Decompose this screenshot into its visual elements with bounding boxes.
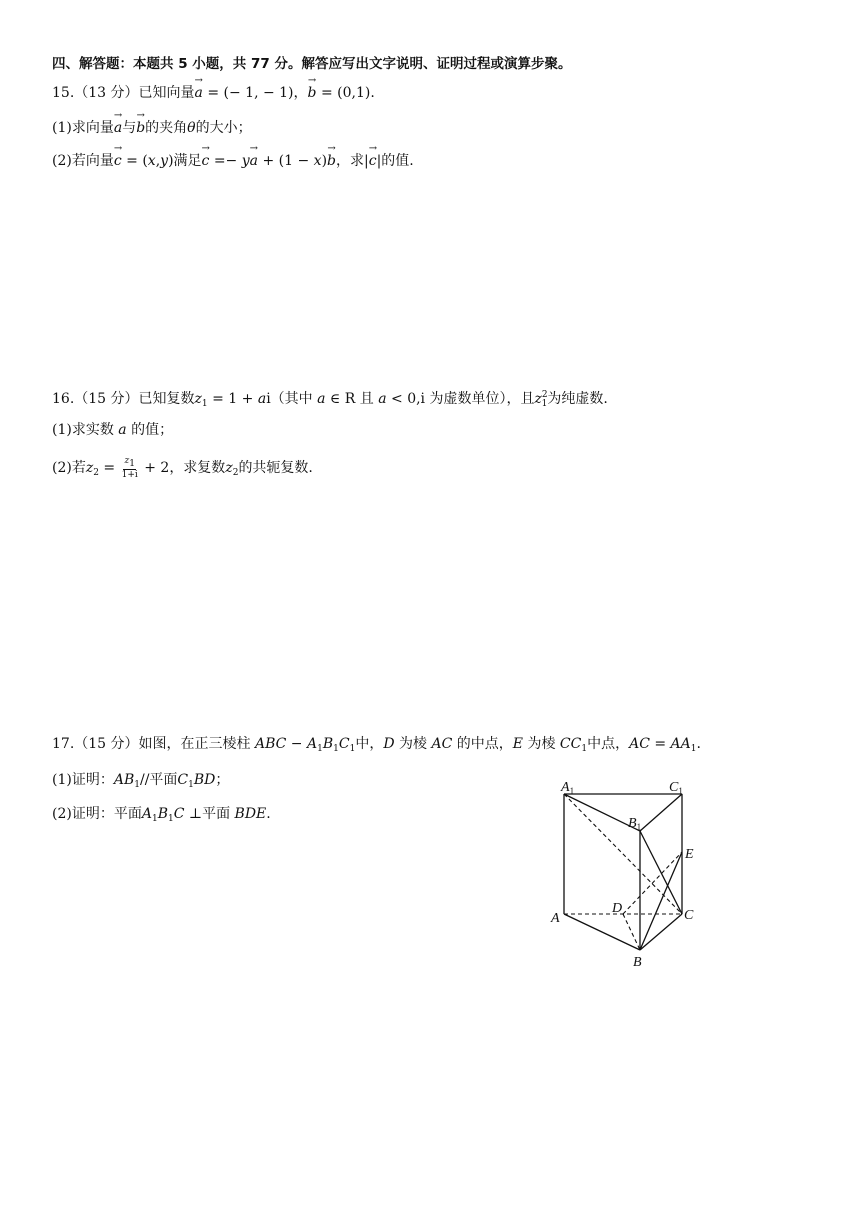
question-number: 17. (52, 736, 75, 752)
question-points: （15 分） (74, 391, 139, 407)
hidden-segment-a1c (564, 794, 682, 914)
question-16-stem: 16.（15 分）已知复数$z_1 = 1 + ai$（其中 a ∈ R 且 a < 0,i 为虚数单位），且$z^2_1$为纯虚数. (52, 390, 608, 409)
question-15-part-2: (2)若向量→ c = (x,y)满足→ c =− y→ a + (1 − x)→ b，求|→ c|的值. (52, 151, 414, 171)
question-15-stem: 15.（13 分）已知向量→ a = (− 1, − 1)，→ b = (0,1). (52, 83, 375, 103)
question-16-part-1: (1)求实数 a 的值； (52, 422, 174, 438)
question-17-part-1: (1)证明：$AB_1//$平面$C_1BD$； (52, 772, 230, 790)
prism-figure (548, 774, 728, 974)
fraction: $\frac{z_1}{1+i}$ (121, 456, 138, 480)
question-15-part-1: (1)求向量→ a与→ b的夹角θ的大小； (52, 118, 252, 138)
label-a1: $A_1$ (561, 780, 575, 796)
label-a: A (551, 911, 560, 926)
question-16-part-2: (2)若$z_2$ = $\frac{z_1}{1+i}$ + 2，求复数$z_2$的共轭复数. (52, 456, 313, 480)
question-17-part-2: (2)证明：平面$A_1B_1C$ ⊥平面 BDE. (52, 806, 271, 824)
edge-bc (640, 914, 682, 950)
label-c: C (684, 908, 694, 923)
question-points: （15 分） (74, 736, 139, 752)
section-heading: 四、解答题：本题共 5 小题，共 77 分。解答应写出文字说明、证明过程或演算步聚。 (52, 56, 572, 72)
label-d: D (612, 901, 623, 916)
label-b1: $B_1$ (628, 816, 642, 832)
question-number: 15. (52, 85, 75, 101)
label-c1: $C_1$ (669, 780, 683, 796)
edge-ab (564, 914, 640, 950)
question-17-stem: 17.（15 分）如图，在正三棱柱 ABC − $A_1B_1C_1$中，D 为棱 AC 的中点，E 为棱 $CC_1$中点，AC = $AA_1$. (52, 736, 701, 754)
label-b: B (633, 955, 642, 970)
math-vectors-ab: → a = (− 1, − 1)，→ b = (0,1). (195, 85, 375, 101)
hidden-segment-db (623, 914, 640, 950)
label-e: E (685, 847, 694, 862)
question-points: （13 分） (74, 85, 139, 101)
edge-b1c1 (640, 794, 682, 831)
question-number: 16. (52, 391, 75, 407)
